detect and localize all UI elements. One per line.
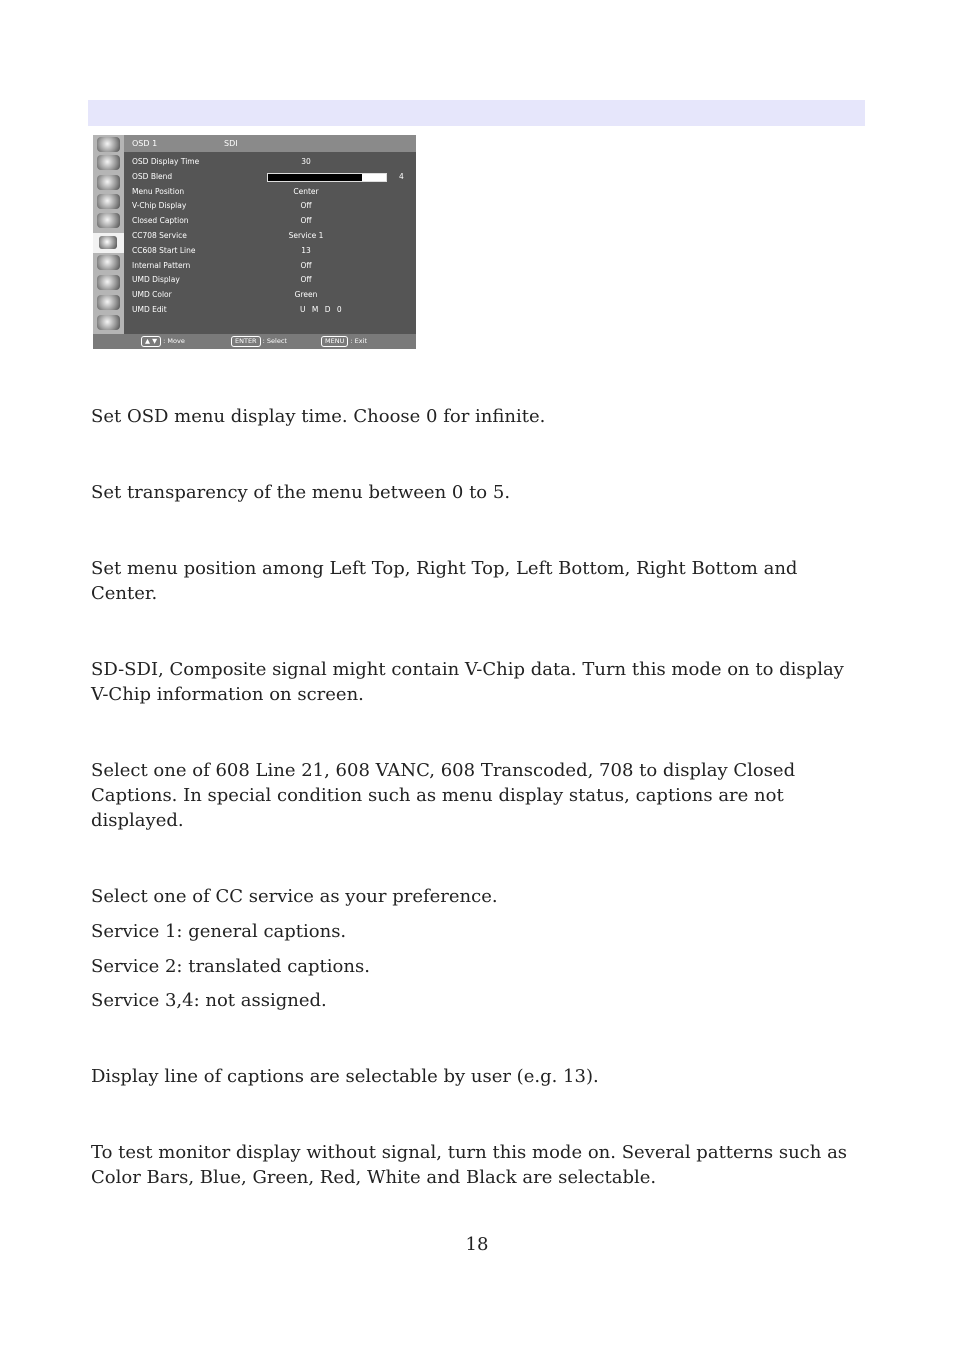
osd-icon-column — [93, 135, 124, 334]
osd-row-value: 30 — [301, 157, 311, 166]
osd-row-label: UMD Edit — [132, 305, 167, 314]
select-hint-label: : Select — [262, 337, 287, 345]
osd-title-bar — [124, 135, 416, 152]
osd-row-cc708-service[interactable] — [124, 229, 416, 243]
osd-row-value: Off — [300, 201, 312, 211]
osd-row-blend[interactable] — [124, 170, 416, 184]
exit-hint — [321, 334, 367, 349]
osd-row-label: UMD Display — [132, 275, 180, 285]
page-number: 18 — [465, 1234, 489, 1255]
osd-row-value: Off — [300, 216, 312, 226]
vchip-display-description: SD-SDI, Composite signal might contain V-Chip data. Turn this mode on to display V-Chip information on screen. — [91, 659, 844, 705]
osd-row-internal-pattern[interactable] — [124, 259, 416, 273]
section-header-bar — [88, 100, 865, 126]
service-3-4-description: Service 3,4: not assigned. — [91, 990, 327, 1011]
menu-key-icon: MENU — [321, 336, 348, 347]
closed-caption-description: Select one of 608 Line 21, 608 VANC, 608 Transcoded, 708 to display Closed Captions. In special condition such as menu display status, captions are not displayed. — [91, 760, 796, 831]
osd-row-value: Service 1 — [288, 231, 324, 240]
picture-icon — [97, 137, 120, 152]
osd-row-menu-position[interactable] — [124, 185, 416, 199]
cc608-start-line-description: Display line of captions are selectable by user (e.g. 13). — [91, 1066, 599, 1087]
select-hint — [231, 334, 287, 349]
input-icon — [97, 175, 120, 190]
osd-row-cc608-start-line[interactable] — [124, 244, 416, 258]
display-icon — [97, 255, 120, 270]
osd-row-label: Closed Caption — [132, 216, 189, 226]
menu-position-description: Set menu position among Left Top, Right Top, Left Bottom, Right Bottom and Center. — [91, 558, 798, 604]
osd-row-value: Off — [300, 275, 312, 285]
osd-footer-hints — [93, 334, 416, 349]
osd-menu-title: OSD 1 — [132, 139, 158, 148]
audio-icon — [97, 275, 120, 290]
osd-row-label: V-Chip Display — [132, 201, 187, 211]
osd-row-label: UMD Color — [132, 290, 172, 300]
osd-row-label: OSD Blend — [132, 171, 173, 181]
osd-row-value: 13 — [301, 245, 311, 255]
osd-row-label: Menu Position — [132, 186, 185, 196]
osd-blend-description: Set transparency of the menu between 0 to 5. — [91, 482, 511, 503]
osd-row-umd-edit[interactable] — [124, 303, 416, 317]
osd-row-vchip-display[interactable] — [124, 199, 416, 213]
move-hint — [141, 334, 185, 349]
osd-row-value: U M D 0 — [300, 305, 344, 314]
osd-row-value: 4 — [399, 171, 404, 181]
osd-blend-slider-fill — [268, 174, 362, 181]
osd-row-umd-display[interactable] — [124, 273, 416, 287]
osd-row-value: Green — [294, 290, 318, 300]
color-icon — [97, 155, 120, 170]
exit-hint-label: : Exit — [350, 337, 367, 345]
marker-icon — [97, 213, 120, 228]
osd-row-label: CC708 Service — [132, 231, 187, 240]
network-icon — [97, 315, 120, 330]
osd-row-label: OSD Display Time — [132, 157, 200, 166]
osd-row-closed-caption[interactable] — [124, 214, 416, 228]
move-hint-label: : Move — [163, 337, 185, 345]
osd-row-label: CC608 Start Line — [132, 245, 196, 255]
service-1-description: Service 1: general captions. — [91, 921, 347, 942]
osd-row-value: Off — [300, 260, 312, 270]
osd-row-umd-color[interactable] — [124, 288, 416, 302]
cc708-service-description: Select one of CC service as your preference. — [91, 886, 498, 907]
osd-display-time-description: Set OSD menu display time. Choose 0 for infinite. — [91, 406, 546, 427]
osd-menu-screenshot — [93, 135, 416, 349]
osd-blend-slider[interactable] — [267, 173, 387, 182]
enter-key-icon: ENTER — [231, 336, 261, 347]
osd-row-value: Center — [293, 186, 319, 196]
arrow-keys-icon: ▲ ▼ — [141, 336, 161, 347]
osd-icon-selected — [93, 233, 124, 253]
service-2-description: Service 2: translated captions. — [91, 956, 370, 977]
tools-icon — [97, 194, 120, 209]
system-icon — [97, 295, 120, 310]
internal-pattern-description: To test monitor display without signal, turn this mode on. Several patterns such as Color Bars, Blue, Green, Red, White and Black are selectable. — [91, 1142, 848, 1188]
osd-row-display-time[interactable] — [124, 155, 416, 169]
osd-input-source: SDI — [224, 139, 238, 148]
osd-row-label: Internal Pattern — [132, 260, 191, 270]
